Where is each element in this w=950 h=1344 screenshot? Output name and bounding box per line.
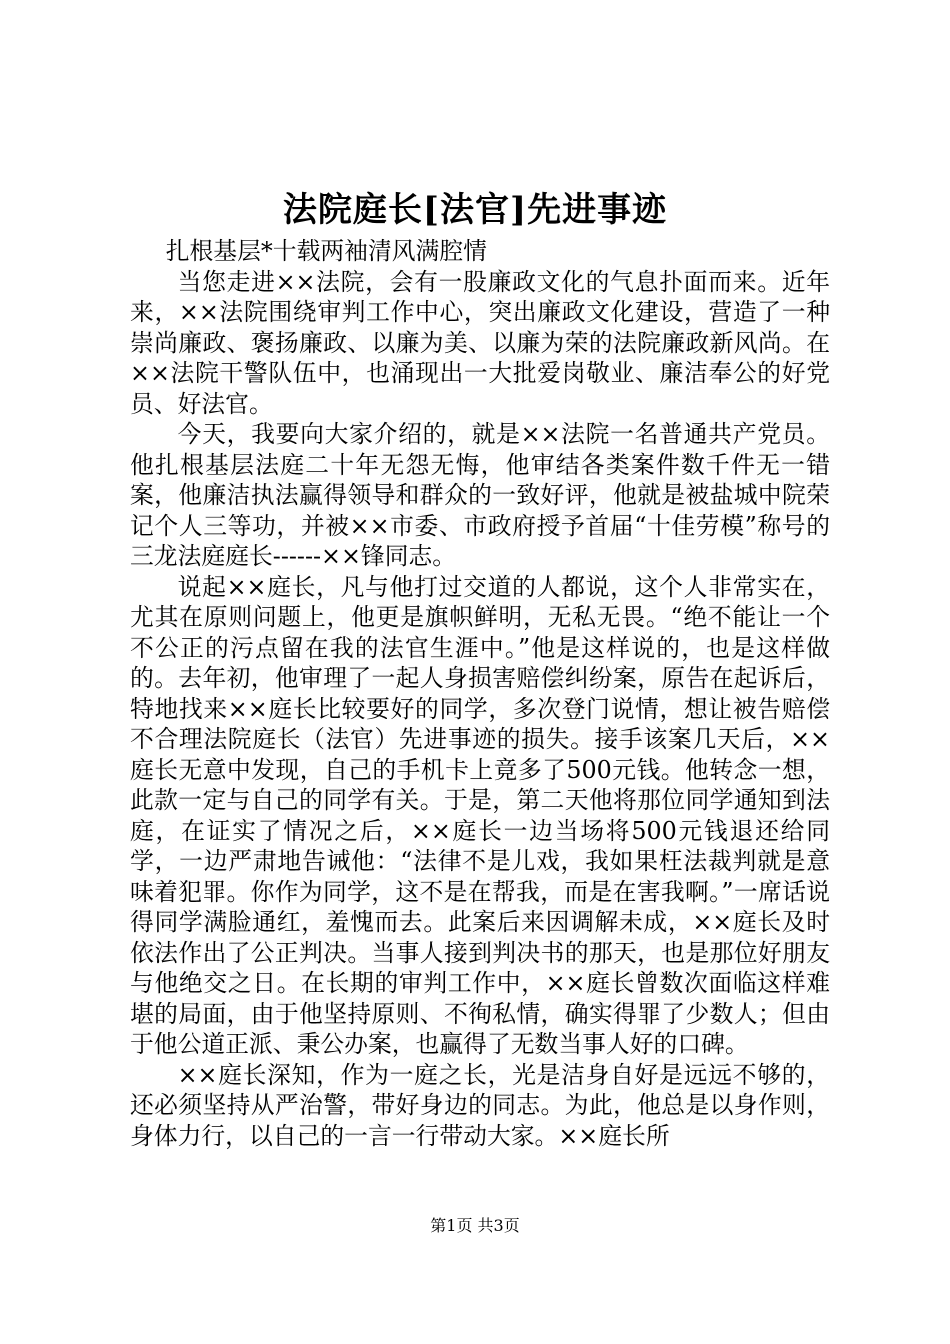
document-body	[130, 236, 830, 1151]
paragraph: 今天，我要向大家介绍的，就是××法院一名普通共产党员。他扎根基层法庭二十年无怨无悔，他审结各类案件数千件无一错案，他廉洁执法赢得领导和群众的一致好评，他就是被盐城中院荣记个人三等功，并被××市委、市政府授予首届“十佳劳模”称号的三龙法庭庭长------××锋同志。	[130, 420, 830, 570]
page-number-footer: 第1页 共3页	[430, 1216, 520, 1235]
paragraph: 说起××庭长，凡与他打过交道的人都说，这个人非常实在，尤其在原则问题上，他更是旗帜鲜明，无私无畏。“绝不能让一个不公正的污点留在我的法官生涯中。”他是这样说的，也是这样做的。去年初，他审理了一起人身损害赔偿纠纷案，原告在起诉后，特地找来××庭长比较要好的同学，多次登门说情，想让被告赔偿不合理法院庭长（法官）先进事迹的损失。接手该案几天后，××庭长无意中发现，自己的手机卡上竟多了500元钱。他转念一想，此款一定与自己的同学有关。于是，第二天他将那位同学通知到法庭，在证实了情况之后，××庭长一边当场将500元钱退还给同学，一边严肃地告诫他：“法律不是儿戏，我如果枉法裁判就是意味着犯罪。你作为同学，这不是在帮我，而是在害我啊。”一席话说得同学满脸通红，羞愧而去。此案后来因调解未成，××庭长及时依法作出了公正判决。当事人接到判决书的那天，也是那位好朋友与他绝交之日。在长期的审判工作中，××庭长曾数次面临这样难堪的局面，由于他坚持原则、不徇私情，确实得罪了少数人；但由于他公道正派、秉公办案，也赢得了无数当事人好的口碑。	[130, 572, 830, 1058]
paragraph: 当您走进××法院，会有一股廉政文化的气息扑面而来。近年来，××法院围绕审判工作中心，突出廉政文化建设，营造了一种崇尚廉政、褒扬廉政、以廉为美、以廉为荣的法院廉政新风尚。在××法院干警队伍中，也涌现出一大批爱岗敬业、廉洁奉公的好党员、好法官。	[130, 267, 830, 418]
paragraph: ××庭长深知，作为一庭之长，光是洁身自好是远远不够的，还必须坚持从严治警，带好身边的同志。为此，他总是以身作则，身体力行，以自己的一言一行带动大家。××庭长所	[130, 1060, 830, 1150]
document-title: 法院庭长[法官]先进事迹	[282, 190, 668, 230]
document-subtitle: 扎根基层*十载两袖清风满腔情	[165, 237, 487, 265]
